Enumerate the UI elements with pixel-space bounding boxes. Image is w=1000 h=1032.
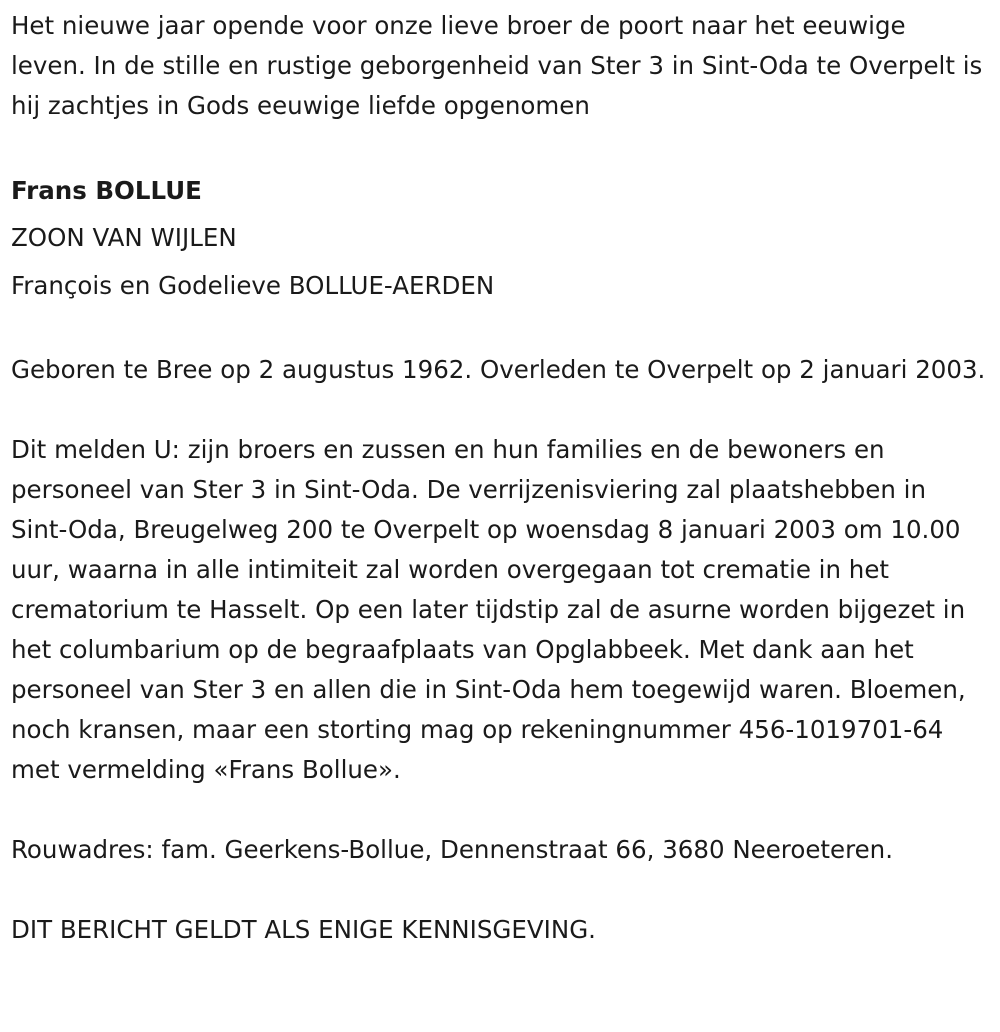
mourning-address: Rouwadres: fam. Geerkens-Bollue, Dennenstraat 66, 3680 Neeroeteren. [11,835,893,864]
spacer [11,390,988,430]
spacer [11,126,988,166]
closing-notice: DIT BERICHT GELDT ALS ENIGE KENNISGEVING. [11,915,596,944]
son-of-label: ZOON VAN WIJLEN [11,223,237,252]
deceased-name: Frans BOLLUE [11,176,202,205]
spacer [11,870,988,910]
parents-names: François en Godelieve BOLLUE-AERDEN [11,271,495,300]
spacer [11,310,988,350]
intro-paragraph: Het nieuwe jaar opende voor onze lieve broer de poort naar het eeuwige leven. In de stille en rustige geborgenheid van Ster 3 in Sint-Oda te Overpelt is hij zachtjes in Gods eeuwige liefde opgenomen [11,11,983,120]
spacer [11,790,988,830]
birth-death-paragraph: Geboren te Bree op 2 augustus 1962. Overleden te Overpelt op 2 januari 2003. [11,355,986,384]
announcement-paragraph: Dit melden U: zijn broers en zussen en hun families en de bewoners en personeel van Ster 3 in Sint-Oda. De verrijzenisviering zal plaatshebben in Sint-Oda, Breugelweg 200 te Overpelt op woensdag 8 januari 2003 om 10.00 uur, waarna in alle intimiteit zal worden overgegaan tot crematie in het crematorium te Hasselt. Op een later tijdstip zal de asurne worden bijgezet in het columbarium op de begraafplaats van Opglabbeek. Met dank aan het personeel van Ster 3 en allen die in Sint-Oda hem toegewijd waren. Bloemen, noch kransen, maar een storting mag op rekeningnummer 456-1019701-64 met vermelding «Frans Bollue». [11,435,966,784]
